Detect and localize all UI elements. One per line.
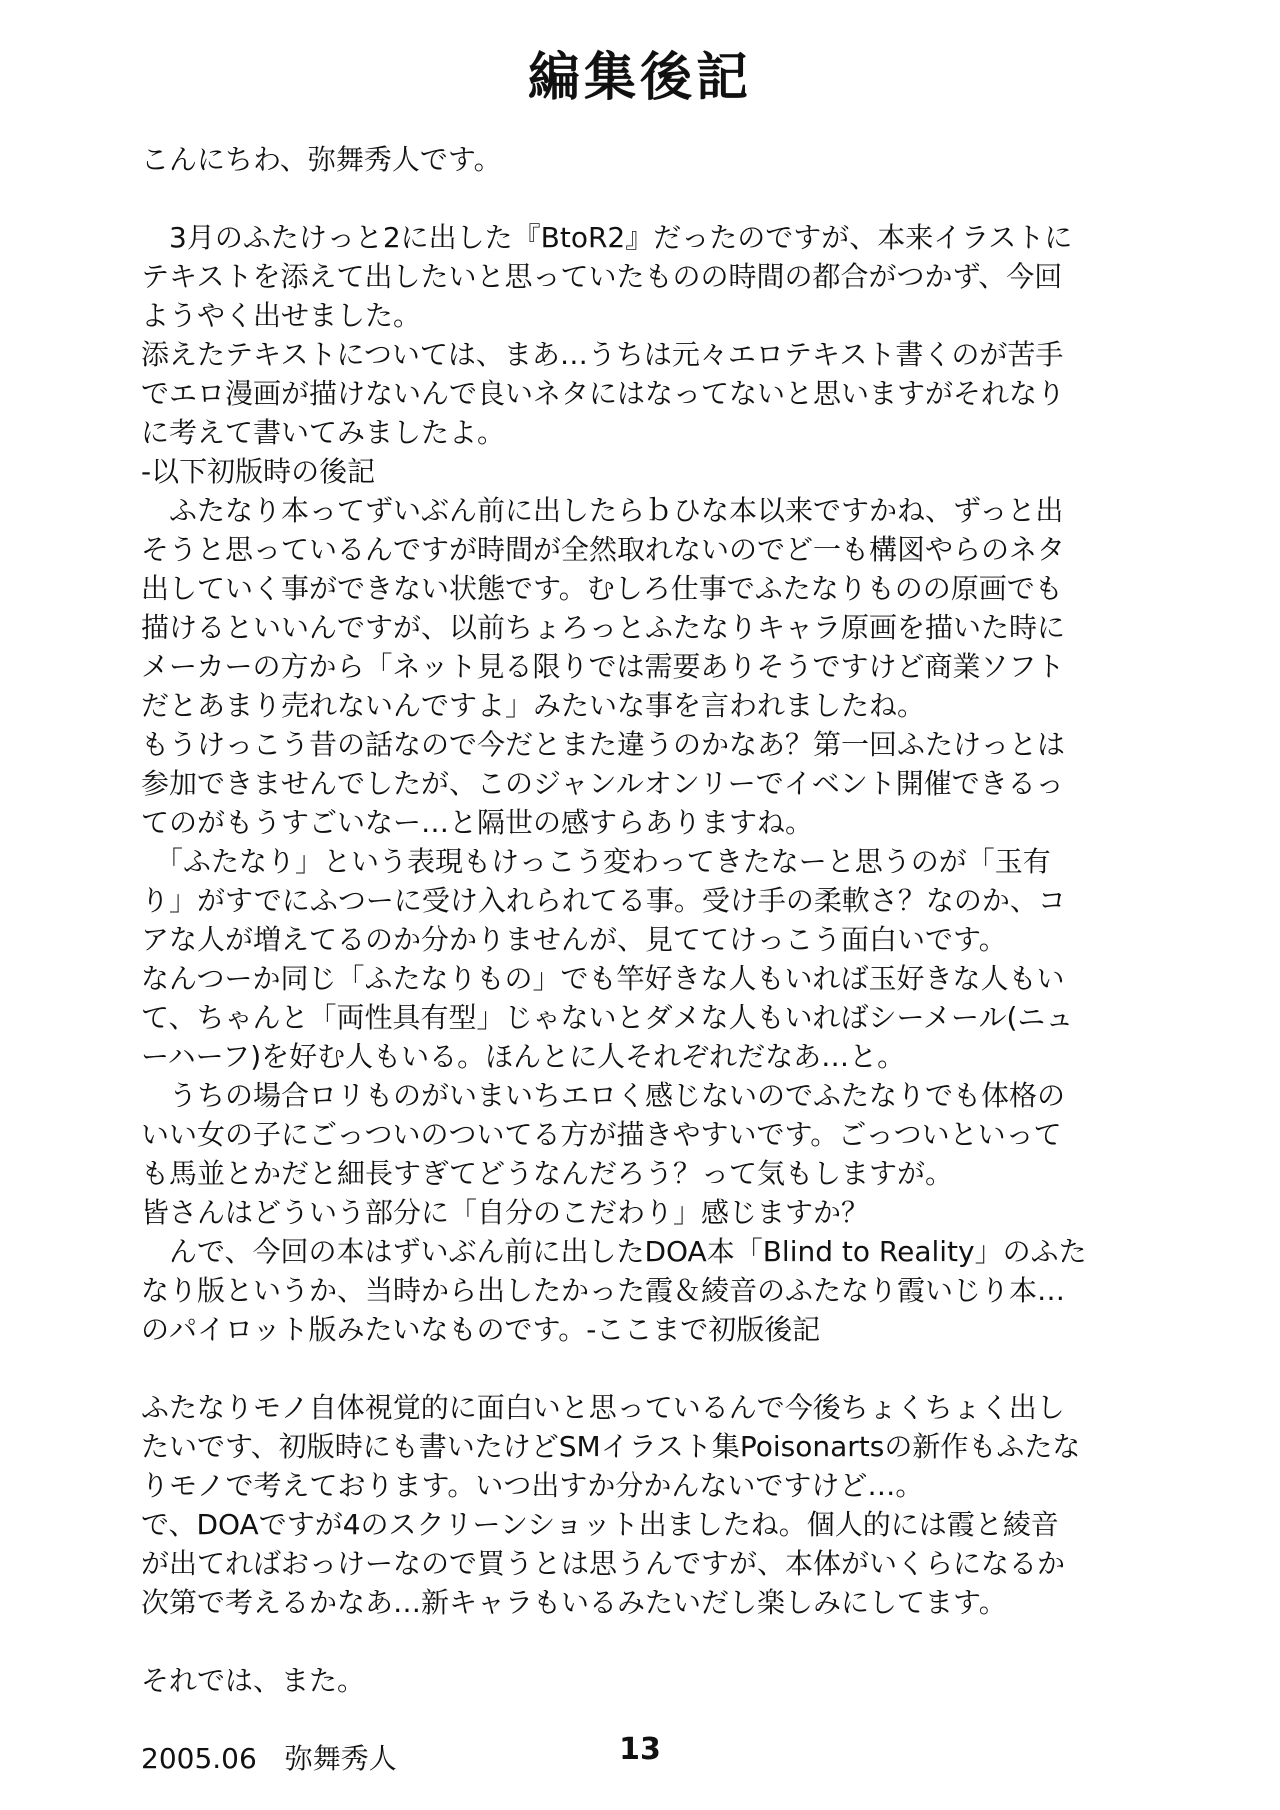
text-line: なんつーか同じ「ふたなりもの」でも竿好きな人もいれば玉好きな人もい [141, 962, 1065, 995]
text-line: て、ちゃんと「両性具有型」じゃないとダメな人もいればシーメール(ニュ [141, 1001, 1074, 1034]
text-line: いい女の子にごっついのついてる方が描きやすいです。ごっついといって [141, 1118, 1062, 1151]
text-line: り」がすでにふつーに受け入れられてる事。受け手の柔軟さ？なのか、コ [141, 884, 1066, 917]
text-line: そうと思っているんですが時間が全然取れないのでど一も構図やらのネタ [141, 533, 1066, 566]
text-line: で、DOAですが4のスクリーンショット出ましたね。個人的には霞と綾音 [141, 1508, 1059, 1541]
text-line: ーハーフ)を好む人もいる。ほんとに人それぞれだなあ…と。 [141, 1040, 906, 1073]
text-line: それでは、また。 [141, 1664, 366, 1697]
text-line: 出していく事ができない状態です。むしろ仕事でふたなりものの原画でも [141, 572, 1063, 605]
text-line: んで、今回の本はずいぶん前に出したDOA本「Blind to Reality」のふた [141, 1235, 1087, 1268]
blank-line [141, 1622, 1151, 1661]
text-line: てのがもうすごいなー…と隔世の感すらありますね。 [141, 806, 814, 839]
text-line: 次第で考えるかなあ…新キャラもいるみたいだし楽しみにしてます。 [141, 1586, 1007, 1619]
text-line: テキストを添えて出したいと思っていたものの時間の都合がつかず、今回 [141, 260, 1063, 293]
text-line: 皆さんはどういう部分に「自分のこだわり」感じますか？ [141, 1196, 870, 1229]
text-line: のパイロット版みたいなものです。-ここまで初版後記 [141, 1313, 821, 1346]
text-line: こんにちわ、弥舞秀人です。 [141, 143, 502, 176]
text-line: たいです、初版時にも書いたけどSMイラスト集Poisonartsの新作もふたな [141, 1430, 1081, 1463]
text-line: 添えたテキストについては、まあ…うちは元々エロテキスト書くのが苦手 [141, 338, 1064, 371]
text-line: -以下初版時の後記 [141, 455, 376, 488]
text-line: に考えて書いてみましたよ。 [141, 416, 506, 449]
page-title: 編集後記 [527, 48, 752, 108]
text-line: 描けるといいんですが、以前ちょろっとふたなりキャラ原画を描いた時に [141, 611, 1066, 644]
blank-line [141, 1349, 1151, 1388]
page-number: 13 [619, 1732, 661, 1767]
afterword-body [141, 140, 1151, 1778]
text-line: ふたなりモノ自体視覚的に面白いと思っているんで今後ちょくちょく出し [141, 1391, 1065, 1424]
text-line: もうけっこう昔の話なので今だとまた違うのかなあ？第一回ふたけっとは [141, 728, 1066, 761]
text-line: メーカーの方から「ネット見る限りでは需要ありそうですけど商業ソフト [141, 650, 1065, 683]
text-line: アな人が増えてるのか分かりませんが、見ててけっこう面白いです。 [141, 923, 1007, 956]
text-line: 3月のふたけっと2に出した『BtoR2』だったのですが、本来イラストに [141, 221, 1073, 254]
text-line: が出てればおっけーなので買うとは思うんですが、本体がいくらになるか [141, 1547, 1066, 1580]
text-line: でエロ漫画が描けないんで良いネタにはなってないと思いますがそれなり [141, 377, 1066, 410]
text-line: なり版というか、当時から出したかった霞＆綾音のふたなり霞いじり本… [141, 1274, 1066, 1307]
text-line: うちの場合ロリものがいまいちエロく感じないのでふたなりでも体格の [141, 1079, 1066, 1112]
text-line: だとあまり売れないんですよ」みたいな事を言われましたね。 [141, 689, 926, 722]
text-line: 「ふたなり」という表現もけっこう変わってきたなーと思うのが「玉有 [141, 845, 1051, 878]
text-line: りモノで考えております。いつ出すか分かんないですけど…。 [141, 1469, 924, 1502]
blank-line [141, 179, 1151, 218]
text-line: 参加できませんでしたが、このジャンルオンリーでイベント開催できるっ [141, 767, 1064, 800]
text-line: ようやく出せました。 [141, 299, 422, 332]
text-line: 2005.06 弥舞秀人 [141, 1742, 397, 1775]
text-line: ふたなり本ってずいぶん前に出したらｂひな本以来ですかね、ずっと出 [141, 494, 1064, 527]
text-line: も馬並とかだと細長すぎてどうなんだろう？って気もしますが。 [141, 1157, 954, 1190]
